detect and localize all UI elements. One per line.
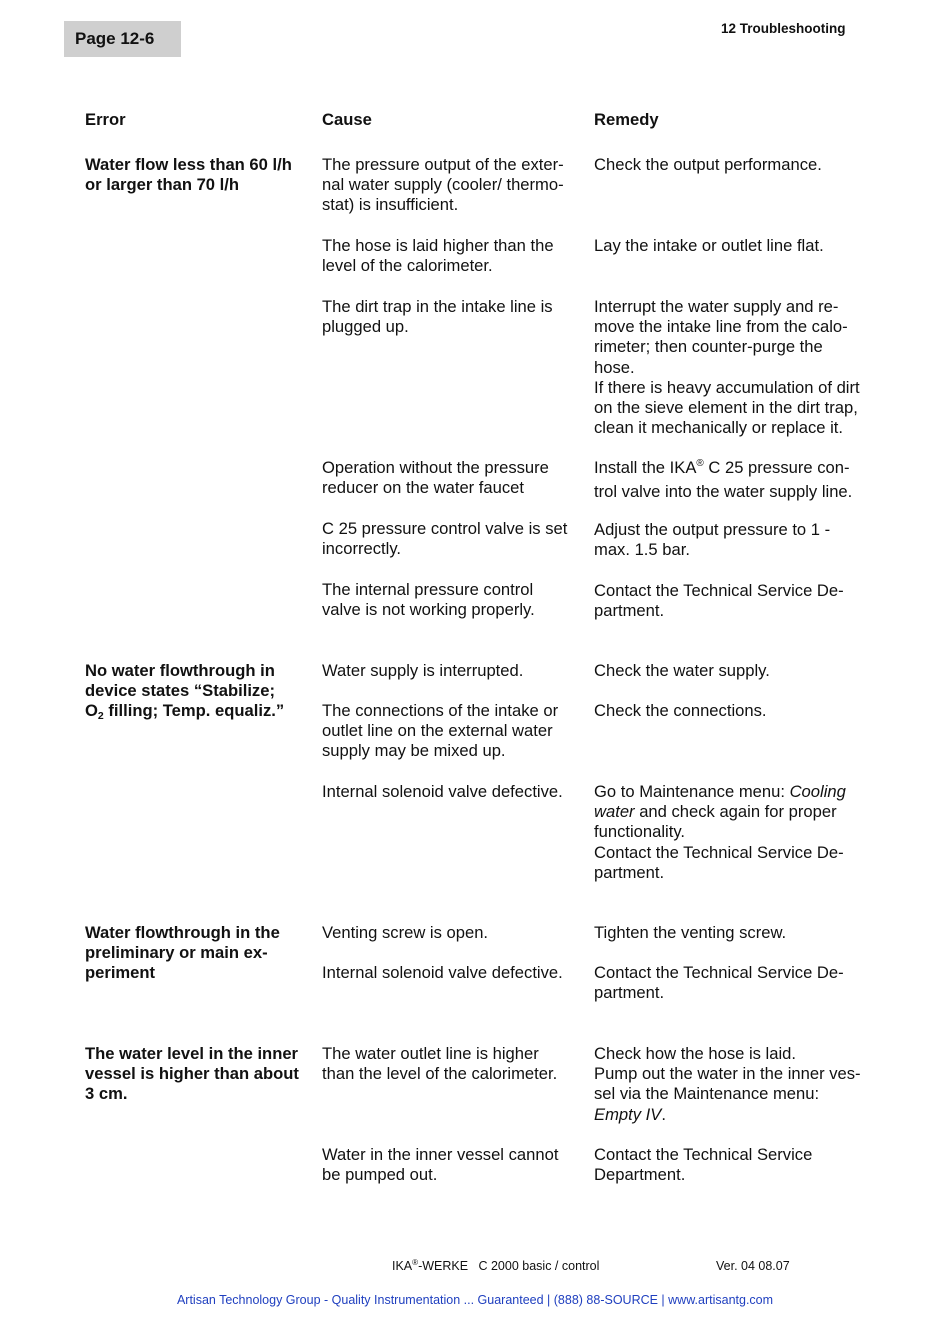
error-text: Water flow less than 60 l/h or larger than 70 l/h xyxy=(85,155,292,195)
cause-text: Water supply is interrupted. xyxy=(322,661,524,680)
artisan-footer-link[interactable]: Artisan Technology Group - Quality Instrumentation ... Guaranteed | (888) 88-SOURCE | www.artisantg.com xyxy=(176,1293,774,1307)
cause-text: The internal pressure control valve is not working properly. xyxy=(322,580,535,620)
cause-text: The water outlet line is higher than the level of the calorimeter. xyxy=(322,1044,558,1084)
remedy-text: Adjust the output pressure to 1 - max. 1.5 bar. xyxy=(594,520,831,560)
cause-text: Internal solenoid valve defective. xyxy=(322,782,563,801)
cause-text: The hose is laid higher than the level of the calorimeter. xyxy=(322,236,554,276)
remedy-text: Check the connections. xyxy=(594,701,767,720)
remedy-text: Contact the Technical Service Department. xyxy=(594,1145,813,1185)
remedy-text: Check the output performance. xyxy=(594,155,822,174)
section-title: 12 Troubleshooting xyxy=(721,21,846,36)
footer-brand: IKA®-WERKE C 2000 basic / control xyxy=(392,1258,600,1273)
error-text: No water flowthrough in device states “Stabilize; O2 filling; Temp. equaliz.” xyxy=(85,661,285,723)
remedy-text: Lay the intake or outlet line flat. xyxy=(594,236,824,255)
cause-text: The dirt trap in the intake line is plugged up. xyxy=(322,297,553,337)
remedy-text: Check how the hose is laid. Pump out the water in the inner ves- sel via the Maintenance menu: Empty IV. xyxy=(594,1044,861,1124)
cause-text: Internal solenoid valve defective. xyxy=(322,963,563,982)
cause-text: Water in the inner vessel cannot be pumped out. xyxy=(322,1145,559,1185)
page-number-label: Page 12-6 xyxy=(64,21,181,57)
cause-text: The pressure output of the exter- nal water supply (cooler/ thermo- stat) is insufficient. xyxy=(322,155,564,215)
remedy-text: Go to Maintenance menu: Cooling water and check again for proper functionality. Contact the Technical Service De- partment. xyxy=(594,782,846,882)
column-header-cause: Cause xyxy=(322,110,372,129)
remedy-text: Check the water supply. xyxy=(594,661,770,680)
footer-version: Ver. 04 08.07 xyxy=(716,1259,790,1273)
remedy-text: Install the IKA® C 25 pressure con- trol valve into the water supply line. xyxy=(594,458,853,502)
error-text: Water flowthrough in the preliminary or main ex- periment xyxy=(85,923,280,983)
error-text: The water level in the inner vessel is higher than about 3 cm. xyxy=(85,1044,299,1104)
cause-text: The connections of the intake or outlet line on the external water supply may be mixed up. xyxy=(322,701,559,761)
cause-text: C 25 pressure control valve is set incorrectly. xyxy=(322,519,568,559)
registered-mark: ® xyxy=(696,458,704,469)
remedy-text: Contact the Technical Service De- partment. xyxy=(594,963,844,1003)
column-header-error: Error xyxy=(85,110,126,129)
remedy-text: Interrupt the water supply and re- move the intake line from the calo- rimeter; then counter-purge the hose. If there is heavy accumulation of dirt on the sieve element in the dirt trap, clean it mechanically or replace it. xyxy=(594,297,860,438)
column-header-remedy: Remedy xyxy=(594,110,659,129)
cause-text: Operation without the pressure reducer on the water faucet xyxy=(322,458,549,498)
remedy-text: Contact the Technical Service De- partment. xyxy=(594,581,844,621)
remedy-text: Tighten the venting screw. xyxy=(594,923,787,942)
cause-text: Venting screw is open. xyxy=(322,923,489,942)
